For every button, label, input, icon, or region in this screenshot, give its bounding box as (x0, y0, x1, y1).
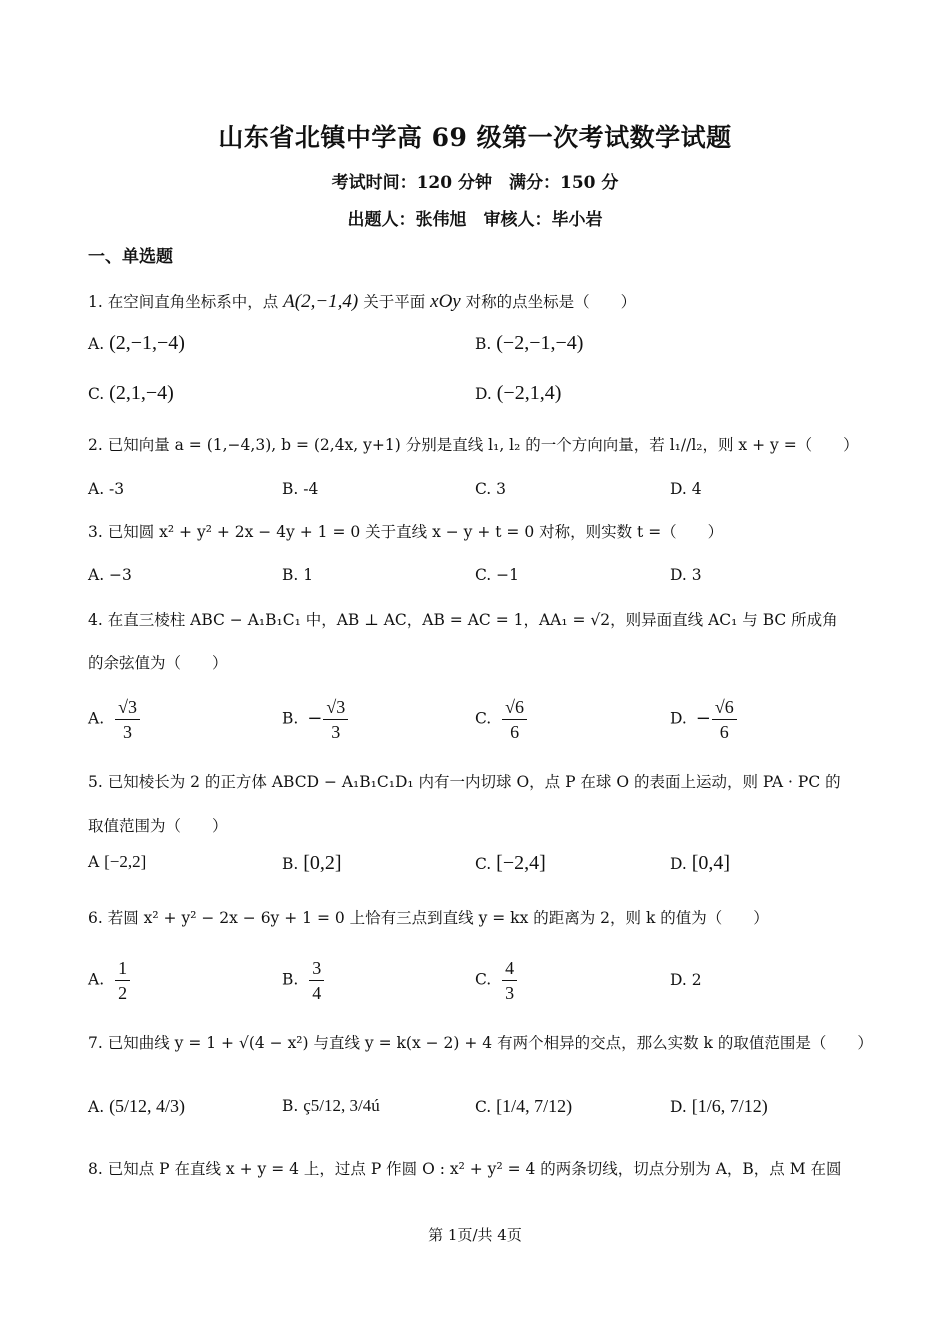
option-label: B. (475, 335, 492, 353)
option-label: A. (88, 335, 105, 353)
q5-option-d[interactable] (670, 852, 730, 875)
denominator: 4 (312, 983, 322, 1003)
option-value: [−2,2] (104, 852, 147, 871)
authors: 出题人：张伟旭 审核人：毕小岩 (347, 210, 603, 230)
denominator: 6 (719, 722, 729, 742)
q5-option-b[interactable] (282, 852, 342, 875)
option-value: (−2,−1,−4) (496, 332, 584, 354)
option-label: D. (670, 709, 687, 728)
q1-text-e: 对称的点坐标是（ ） (465, 293, 637, 311)
option-label: C. (475, 709, 492, 728)
denominator: 2 (118, 983, 128, 1003)
fraction (323, 697, 348, 742)
denominator: 3 (123, 722, 132, 742)
option-label: A. (88, 970, 105, 989)
option-label: A. (88, 1098, 105, 1116)
fraction (309, 958, 324, 1003)
fraction (115, 958, 130, 1003)
denominator: 3 (505, 983, 515, 1003)
q2-option-a[interactable]: A. -3 (88, 480, 125, 498)
question-5-line-1: 5. 已知棱长为 2 的正方体 ABCD − A₁B₁C₁D₁ 内有一内切球 O，点 P 在球 O 的表面上运动，则 PA · PC 的 (88, 773, 841, 791)
option-value: (5/12, 4/3) (109, 1096, 186, 1116)
option-value: [0,2] (303, 852, 342, 874)
question-4-line-2: 的余弦值为（ ） (88, 654, 228, 672)
q1-plane: xOy (430, 291, 461, 312)
minus-sign: − (307, 707, 323, 729)
section-heading: 一、单选题 (88, 247, 173, 267)
fraction (502, 958, 517, 1003)
q2-option-d[interactable]: D. 4 (670, 480, 702, 498)
option-label: C. (475, 855, 492, 873)
option-label: B. (282, 970, 299, 989)
option-label: D. (475, 385, 492, 403)
question-6: 6. 若圆 x² + y² − 2x − 6y + 1 = 0 上恰有三点到直线 y = kx 的距离为 2，则 k 的值为（ ） (88, 909, 769, 927)
question-2: 2. 已知向量 a = (1,−4,3), b = (2,4x, y+1) 分别是直线 l₁, l₂ 的一个方向向量，若 l₁//l₂，则 x + y =（ ） (88, 436, 859, 454)
option-value: (−2,1,4) (496, 382, 562, 404)
q5-option-a[interactable] (88, 852, 146, 872)
q4-option-c[interactable] (475, 697, 527, 742)
q2-option-c[interactable]: C. 3 (475, 480, 507, 498)
option-value: (2,1,−4) (109, 382, 174, 404)
page-footer: 第 1页/共 4页 (428, 1226, 522, 1244)
option-label: D. (670, 855, 687, 873)
q1-point: A(2,−1,4) (283, 291, 359, 312)
q7-option-b[interactable] (282, 1096, 380, 1116)
option-value: [−2,4] (496, 852, 546, 874)
q4-option-d[interactable] (670, 697, 737, 742)
option-value: [0,4] (691, 852, 731, 874)
fraction (115, 697, 140, 742)
numerator: 3 (309, 958, 324, 981)
fraction (502, 697, 527, 742)
question-1 (88, 290, 866, 314)
numerator: 4 (502, 958, 517, 981)
denominator: 6 (510, 722, 520, 742)
q2-option-b[interactable]: B. -4 (282, 480, 319, 498)
option-label: B. (282, 1097, 299, 1115)
minus-sign: − (695, 707, 711, 729)
q1-option-b[interactable] (475, 332, 583, 355)
q3-option-a[interactable]: A. −3 (88, 566, 132, 584)
question-3: 3. 已知圆 x² + y² + 2x − 4y + 1 = 0 关于直线 x − y + t = 0 对称，则实数 t =（ ） (88, 523, 724, 541)
question-5-line-2: 取值范围为（ ） (88, 817, 228, 835)
option-label: B. (282, 709, 299, 728)
q6-option-d[interactable]: D. 2 (670, 971, 702, 989)
numerator: √3 (323, 697, 348, 720)
numerator: √6 (502, 697, 527, 720)
question-7: 7. 已知曲线 y = 1 + √(4 − x²) 与直线 y = k(x − 2) + 4 有两个相异的交点，那么实数 k 的取值范围是（ ） (88, 1034, 873, 1052)
q6-option-b[interactable] (282, 958, 324, 1003)
option-value: [1/6, 7/12) (691, 1096, 768, 1116)
q4-option-b[interactable] (282, 697, 348, 742)
page-title: 山东省北镇中学高 69 级第一次考试数学试题 (218, 123, 732, 152)
denominator: 3 (331, 722, 341, 742)
option-label: C. (475, 970, 492, 989)
q7-option-d[interactable] (670, 1096, 768, 1117)
option-label: A. (88, 709, 105, 728)
option-value: (2,−1,−4) (109, 332, 185, 354)
option-label: A (88, 853, 100, 871)
option-value: [1/4, 7/12) (496, 1096, 573, 1116)
option-label: C. (475, 1098, 492, 1116)
option-label: B. (282, 855, 299, 873)
option-label: C. (88, 385, 105, 403)
q4-option-a[interactable] (88, 697, 140, 742)
question-8: 8. 已知点 P 在直线 x + y = 4 上，过点 P 作圆 O : x² + y² = 4 的两条切线，切点分别为 A，B，点 M 在圆 (88, 1160, 842, 1178)
numerator: 1 (115, 958, 130, 981)
question-4-line-1: 4. 在直三棱柱 ABC − A₁B₁C₁ 中，AB ⊥ AC，AB = AC = 1，AA₁ = √2，则异面直线 AC₁ 与 BC 所成角 (88, 611, 838, 629)
exam-info: 考试时间：120 分钟 满分：150 分 (331, 173, 619, 193)
q1-text-a: 1. 在空间直角坐标系中，点 (88, 293, 279, 311)
q3-option-b[interactable]: B. 1 (282, 566, 314, 584)
numerator: √3 (115, 697, 140, 720)
q3-option-d[interactable]: D. 3 (670, 566, 702, 584)
q1-option-d[interactable] (475, 382, 561, 405)
q3-option-c[interactable]: C. −1 (475, 566, 520, 584)
fraction (712, 697, 737, 742)
q6-option-c[interactable] (475, 958, 517, 1003)
q7-option-c[interactable] (475, 1096, 572, 1117)
q7-option-a[interactable] (88, 1096, 185, 1117)
q1-option-c[interactable] (88, 382, 174, 405)
q5-option-c[interactable] (475, 852, 546, 875)
option-label: D. (670, 1098, 687, 1116)
q1-option-a[interactable] (88, 332, 185, 355)
q1-text-c: 关于平面 (363, 293, 426, 311)
numerator: √6 (712, 697, 737, 720)
option-value: ç5/12, 3/4ú (303, 1096, 380, 1115)
q6-option-a[interactable] (88, 958, 130, 1003)
